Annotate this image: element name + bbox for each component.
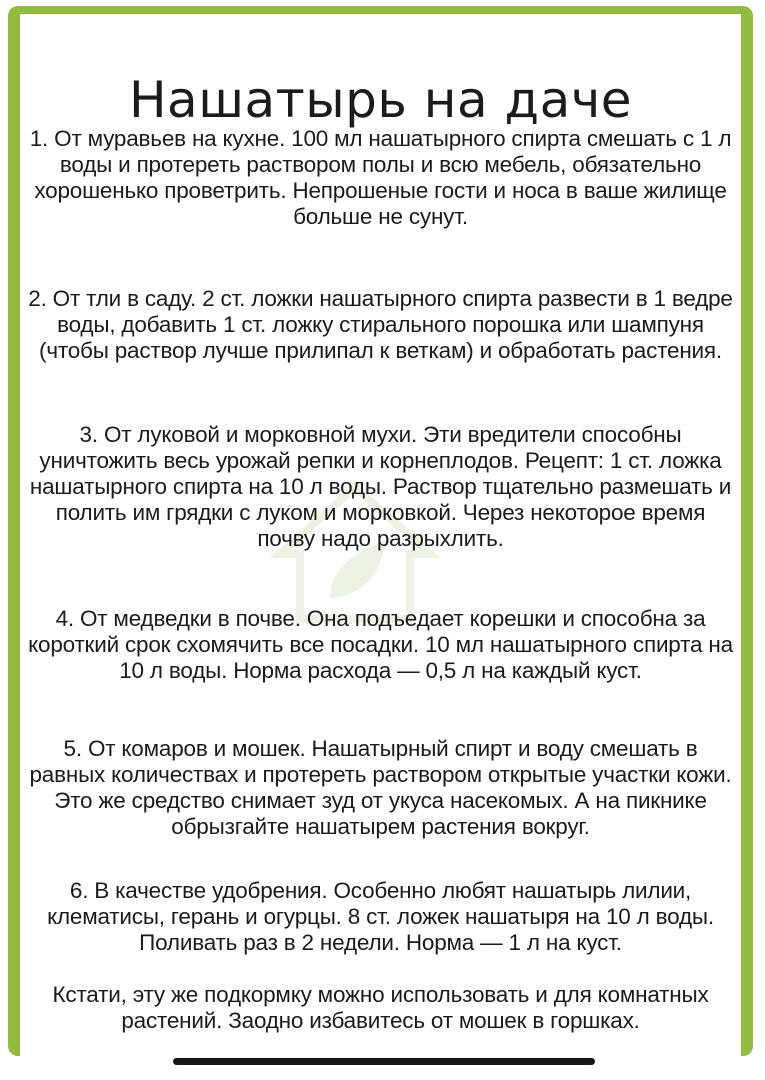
tip-onion-fly: 3. От луковой и морковной мухи. Эти вредители способны уничтожить весь урожай репки и корнеплодов. Рецепт: 1 ст. ложка нашатырного спирта на 10 л воды. Раствор тщательно размешать и полить им грядки с луком и морковкой. Через некоторое время почву надо разрыхлить. xyxy=(29,422,732,551)
tip-aphids: 2. От тли в саду. 2 ст. ложки нашатырного спирта развести в 1 ведре воды, добавить 1 ст. ложку стирального порошка или шампуня (чтобы раствор лучше прилипал к веткам) и обработать растения. xyxy=(28,286,733,363)
tip-houseplants-note: Кстати, эту же подкормку можно использовать и для комнатных растений. Заодно избавитесь от мошек в горшках. xyxy=(52,982,709,1033)
tip-fertilizer: 6. В качестве удобрения. Особенно любят нашатырь лилии, клематисы, герань и огурцы. 8 ст. ложек нашатыря на 10 л воды. Поливать раз в 2 недели. Норма — 1 л на куст. xyxy=(47,878,714,955)
tip-mosquitoes: 5. От комаров и мошек. Нашатырный спирт и воду смешать в равных количествах и протереть раствором открытые участки кожи. Это же средство снимает зуд от укуса насекомых. А на пикнике обрызгайте нашатырем растения вокруг. xyxy=(29,736,732,839)
article-sheet xyxy=(20,14,741,1056)
tip-ants: 1. От муравьев на кухне. 100 мл нашатырного спирта смешать с 1 л воды и протереть раствором полы и всю мебель, обязательно хорошенько проветрить. Непрошеные гости и носа в ваше жилище больше не сунут. xyxy=(29,126,732,229)
tip-mole-cricket: 4. От медведки в почве. Она подъедает корешки и способна за короткий срок схомячить все посадки. 10 мл нашатырного спирта на 10 л воды. Норма расхода — 0,5 л на каждый куст. xyxy=(28,606,733,683)
page-title: Нашатырь на даче xyxy=(128,70,633,129)
home-indicator-bar[interactable] xyxy=(173,1058,595,1065)
